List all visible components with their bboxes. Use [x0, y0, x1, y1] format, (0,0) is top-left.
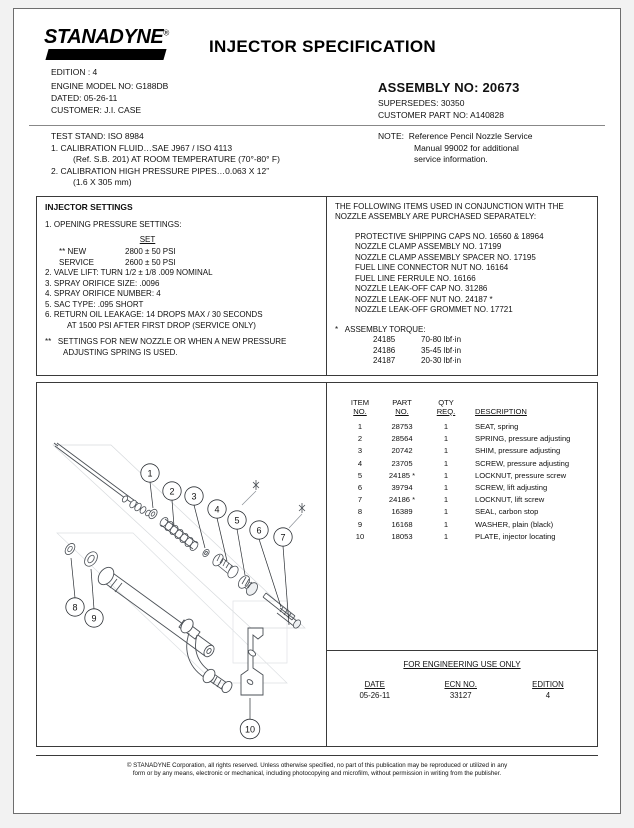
exploded-view-drawing — [37, 383, 327, 746]
cell-item-no: 5 — [357, 470, 363, 480]
parts-table-pane — [327, 383, 597, 746]
col-header-item-line1: ITEM — [350, 397, 370, 407]
torque-row — [335, 356, 592, 367]
brand-text: STANADYNE — [44, 26, 164, 48]
dated: DATED: 05-26-11 — [51, 93, 118, 103]
table-row — [343, 494, 591, 506]
footnote-mark: ** — [45, 337, 52, 346]
cell-item-no: 1 — [357, 422, 363, 432]
injector-settings-title: INJECTOR SETTINGS — [45, 201, 133, 212]
col-header-part — [377, 397, 427, 421]
injector-settings-panel — [37, 197, 327, 375]
pressure-service-row — [45, 258, 320, 269]
purchased-intro-2: NOZZLE ASSEMBLY ARE PURCHASED SEPARATELY: — [335, 212, 537, 221]
footer-line-1: © STANADYNE Corporation, all rights reserved. Unless otherwise specified, no part of this publication may be reproduced or utilized in any — [126, 761, 508, 769]
torque-title: ASSEMBLY TORQUE: — [344, 324, 426, 334]
test-stand-block — [14, 126, 620, 189]
setting-item-3: 3. SPRAY ORIFICE SIZE: .0096 — [45, 278, 160, 288]
cell-description: SCREW, lift adjusting — [475, 483, 548, 493]
cell-description: LOCKNUT, lift screw — [475, 495, 545, 505]
cell-qty: 1 — [443, 495, 449, 505]
engine-model-no: ENGINE MODEL NO: G188DB — [51, 81, 169, 91]
callout-label-3: 3 — [191, 491, 197, 501]
cell-part-no: 18053 — [391, 531, 413, 541]
callout-label-10: 10 — [244, 724, 256, 734]
callout-label-2: 2 — [169, 486, 175, 496]
cell-description: SCREW, pressure adjusting — [475, 458, 570, 468]
brand-name — [44, 27, 204, 47]
note-text-3: service information. — [414, 154, 488, 164]
cell-description: PLATE, injector locating — [475, 531, 556, 541]
pressure-service-label: SERVICE — [59, 257, 94, 267]
cell-description: SPRING, pressure adjusting — [475, 434, 571, 444]
table-row — [343, 469, 591, 481]
cell-item-no: 7 — [357, 495, 363, 505]
cell-qty: 1 — [443, 458, 449, 468]
cell-description: SEAT, spring — [475, 422, 519, 432]
assembly-torque-block — [335, 325, 592, 367]
eng-col-date — [333, 679, 417, 690]
cell-item-no: 2 — [357, 434, 363, 444]
meta-right-column — [366, 80, 598, 121]
cell-item-no: 9 — [357, 519, 363, 529]
table-row — [343, 530, 591, 542]
note-text-1: Reference Pencil Nozzle Service — [408, 131, 533, 141]
set-label: SET — [139, 234, 156, 244]
test-stand-details — [36, 131, 366, 189]
test-stand-item-2: 2. CALIBRATION HIGH PRESSURE PIPES…0.063 X 12” — [51, 165, 270, 176]
cell-qty: 1 — [443, 507, 449, 517]
test-stand-item-1: 1. CALIBRATION FLUID…SAE J967 / ISO 4113 — [51, 142, 233, 153]
meta-left-column — [36, 80, 366, 121]
purchased-item: FUEL LINE FERRULE NO. 16166 — [355, 273, 476, 283]
torque-part-no: 24187 — [373, 356, 396, 365]
cell-item-no: 3 — [357, 446, 363, 456]
setting-item-5: 5. SAC TYPE: .095 SHORT — [45, 299, 144, 309]
cell-description: LOCKNUT, pressure screw — [475, 470, 567, 480]
table-row — [343, 506, 591, 518]
purchased-item: FUEL LINE CONNECTOR NUT NO. 16164 — [355, 263, 509, 272]
eng-value-edition: 4 — [545, 690, 551, 700]
stanadyne-logo — [44, 27, 204, 60]
engineering-title: FOR ENGINEERING USE ONLY — [403, 659, 521, 669]
col-header-item-line2: NO. — [353, 406, 367, 416]
cell-part-no: 20742 — [391, 446, 413, 456]
eng-col-edition-label: EDITION — [532, 679, 564, 689]
engineering-table — [333, 679, 591, 701]
torque-mark: * — [335, 324, 339, 334]
engineering-value-row — [333, 690, 591, 701]
cell-item-no: 4 — [357, 458, 363, 468]
col-header-description-label: DESCRIPTION — [475, 406, 527, 416]
test-stand-item-2b: (1.6 X 305 mm) — [73, 177, 132, 187]
parts-table — [343, 397, 591, 543]
purchased-item: NOZZLE CLAMP ASSEMBLY SPACER NO. 17195 — [355, 252, 536, 262]
col-header-part-line1: PART — [392, 397, 412, 407]
purchased-item: NOZZLE LEAK-OFF CAP NO. 31286 — [355, 284, 488, 293]
col-header-item — [343, 397, 377, 421]
logo-bar-shape — [45, 49, 166, 60]
page-title: INJECTOR SPECIFICATION — [209, 37, 436, 56]
meta-block — [14, 67, 620, 121]
note-line-1 — [378, 131, 598, 143]
col-header-qty-line2: REQ. — [436, 406, 456, 416]
pressure-service-value: 2600 ± 50 PSI — [125, 257, 176, 267]
pressure-new-label: ** NEW — [59, 247, 87, 256]
eng-col-ecn-label: ECN NO. — [444, 679, 477, 689]
purchased-separately-panel — [327, 197, 597, 375]
cell-qty: 1 — [443, 446, 449, 456]
parts-table-area — [327, 383, 597, 650]
callout-label-1: 1 — [147, 468, 153, 478]
test-stand-item-1b: (Ref. S.B. 201) AT ROOM TEMPERATURE (70°-80° F) — [73, 154, 280, 164]
footnote-text-1: SETTINGS FOR NEW NOZZLE OR WHEN A NEW PRESSURE — [57, 337, 287, 346]
meta-columns — [36, 80, 598, 121]
torque-value: 35-45 lbf·in — [421, 345, 462, 355]
edition-label: EDITION : 4 — [51, 67, 98, 77]
customer: CUSTOMER: J.I. CASE — [51, 105, 142, 115]
callout-label-9: 9 — [91, 613, 97, 623]
note-label: NOTE: — [378, 131, 404, 141]
cell-description: WASHER, plain (black) — [475, 519, 554, 529]
callout-label-7: 7 — [280, 532, 286, 542]
pressure-new-value: 2800 ± 50 PSI — [125, 247, 176, 256]
cell-part-no: 24185 * — [388, 470, 416, 480]
col-header-description — [465, 397, 591, 421]
purchased-item: NOZZLE CLAMP ASSEMBLY NO. 17199 — [355, 242, 502, 251]
set-column-header — [45, 235, 320, 246]
cell-part-no: 39794 — [391, 483, 413, 493]
assembly-no: ASSEMBLY NO: 20673 — [378, 80, 520, 95]
cell-part-no: 16168 — [391, 519, 413, 529]
setting-item-2: 2. VALVE LIFT: TURN 1/2 ± 1/8 .009 NOMINAL — [45, 268, 213, 277]
cell-description: SEAL, carbon stop — [475, 507, 539, 517]
table-row — [343, 445, 591, 457]
cell-qty: 1 — [443, 422, 449, 432]
specification-sheet — [14, 9, 620, 813]
supersedes: SUPERSEDES: 30350 — [378, 98, 465, 108]
parts-header-row — [343, 397, 591, 421]
cell-item-no: 10 — [355, 531, 365, 541]
cell-qty: 1 — [443, 519, 449, 529]
torque-row — [335, 346, 592, 357]
torque-part-no: 24186 — [373, 345, 396, 355]
purchased-item: NOZZLE LEAK-OFF GROMMET NO. 17721 — [355, 305, 513, 314]
registered-trademark-icon: ® — [163, 28, 169, 38]
setting-item-4: 4. SPRAY ORIFICE NUMBER: 4 — [45, 289, 161, 298]
col-header-qty — [427, 397, 465, 421]
masthead — [14, 9, 620, 67]
eng-col-date-label: DATE — [364, 679, 385, 689]
engineering-header-row — [333, 679, 591, 690]
purchased-intro-1: THE FOLLOWING ITEMS USED IN CONJUNCTION WITH THE — [335, 201, 564, 211]
engineering-use-section — [327, 650, 597, 746]
col-header-qty-line1: QTY — [438, 397, 454, 407]
service-note — [366, 131, 598, 189]
injector-assembly-diagram — [37, 383, 327, 746]
cell-qty: 1 — [443, 470, 449, 480]
setting-item-6b: AT 1500 PSI AFTER FIRST DROP (SERVICE ONLY) — [67, 320, 256, 330]
torque-part-no: 24185 — [373, 335, 396, 344]
pressure-new-row — [45, 247, 320, 258]
callout-label-5: 5 — [234, 515, 240, 525]
eng-col-ecn — [417, 679, 505, 690]
purchased-item: PROTECTIVE SHIPPING CAPS NO. 16560 & 18964 — [355, 231, 544, 241]
document-page — [13, 8, 621, 814]
copyright-footer — [36, 755, 598, 778]
purchased-item: NOZZLE LEAK-OFF NUT NO. 24187 * — [355, 294, 493, 304]
drawing-and-parts-box — [36, 382, 598, 747]
parts-table-body — [343, 421, 591, 543]
cell-item-no: 6 — [357, 483, 363, 493]
cell-part-no: 23705 — [391, 458, 413, 468]
cell-qty: 1 — [443, 531, 449, 541]
cell-part-no: 24186 * — [388, 495, 416, 505]
torque-row — [335, 335, 592, 346]
table-row — [343, 457, 591, 469]
test-stand-line: TEST STAND: ISO 8984 — [51, 131, 144, 141]
eng-value-ecn: 33127 — [449, 690, 472, 700]
cell-description: SHIM, pressure adjusting — [475, 446, 561, 456]
torque-value: 70-80 lbf·in — [421, 335, 462, 344]
callout-label-8: 8 — [72, 602, 78, 612]
torque-value: 20-30 lbf·in — [421, 356, 462, 365]
eng-value-date: 05-26-11 — [359, 690, 391, 700]
table-row — [343, 518, 591, 530]
setting-item-1: 1. OPENING PRESSURE SETTINGS: — [45, 220, 182, 229]
table-row — [343, 421, 591, 433]
parts-table-head — [343, 397, 591, 421]
cell-item-no: 8 — [357, 507, 363, 517]
col-header-part-line2: NO. — [395, 406, 409, 416]
settings-footnote-line-2: ADJUSTING SPRING IS USED. — [63, 347, 178, 357]
cell-qty: 1 — [443, 434, 449, 444]
footer-line-2: form or by any means, electronic or mechanical, including photocopying and microfilm, without permission in writing from the publisher. — [132, 769, 502, 777]
table-row — [343, 481, 591, 493]
callout-label-4: 4 — [214, 504, 220, 514]
torque-title-row — [335, 325, 592, 336]
settings-box — [36, 196, 598, 376]
note-text-2: Manual 99002 for additional — [414, 142, 519, 153]
cell-part-no: 28753 — [391, 422, 413, 432]
settings-footnote-line-1 — [45, 337, 320, 348]
customer-part-no: CUSTOMER PART NO: A140828 — [378, 110, 504, 120]
eng-col-edition — [505, 679, 591, 690]
cell-part-no: 16389 — [391, 507, 413, 517]
table-row — [343, 433, 591, 445]
purchased-items-list — [335, 232, 592, 316]
cell-qty: 1 — [443, 483, 449, 493]
setting-item-6: 6. RETURN OIL LEAKAGE: 14 DROPS MAX / 30 SECONDS — [45, 310, 263, 319]
cell-part-no: 28564 — [391, 434, 413, 444]
callout-label-6: 6 — [256, 525, 262, 535]
